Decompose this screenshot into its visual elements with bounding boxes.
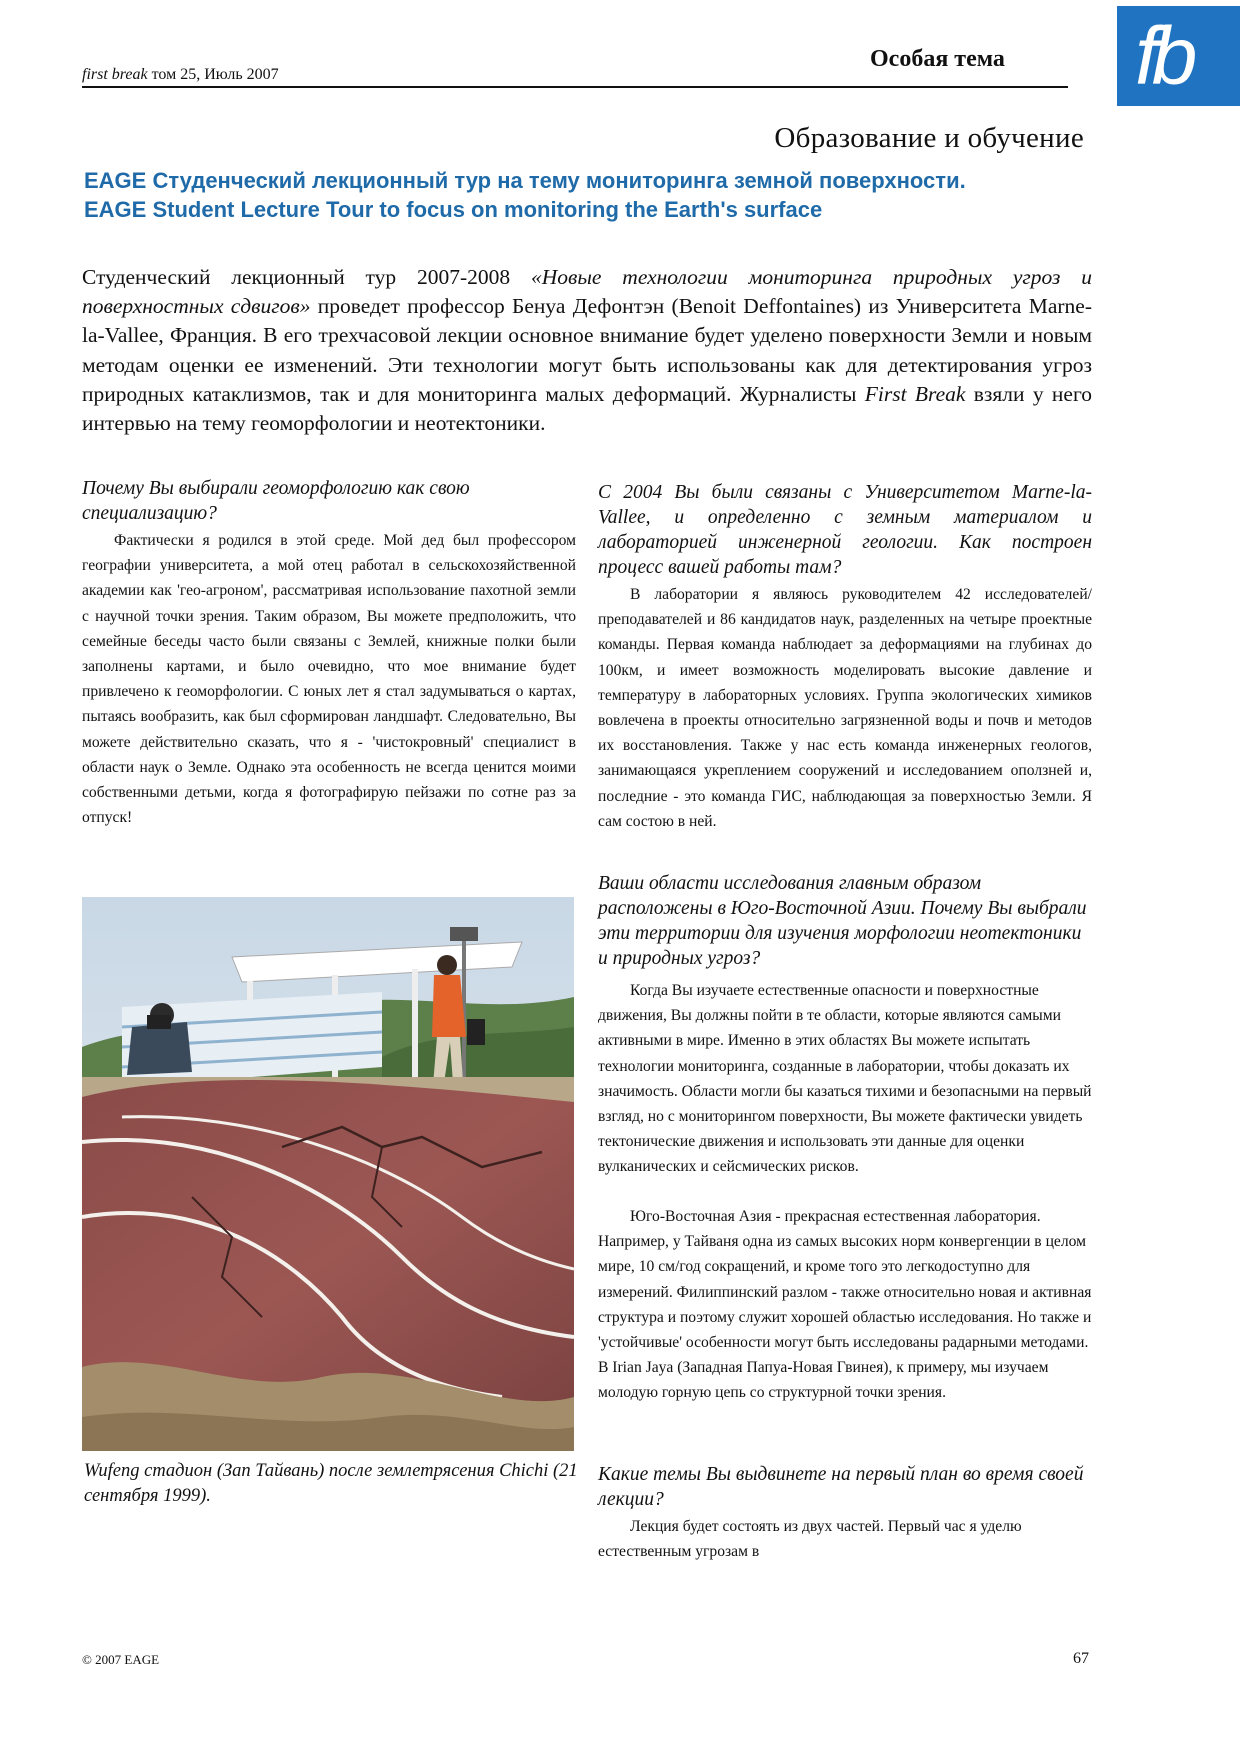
lead-journal-name: First Break (864, 381, 966, 406)
fb-logo-icon (1117, 6, 1240, 106)
category-heading: Образование и обучение (774, 122, 1084, 154)
answer-4: Лекция будет состоять из двух частей. Первый час я уделю естественным угрозам в (598, 1518, 1022, 1561)
journal-info (82, 66, 279, 84)
journal-name: first break (82, 66, 148, 83)
photo-caption: Wufeng стадион (Зап Тайвань) после землетрясения Chichi (21 сентября 1999). (84, 1461, 578, 1506)
lead-text-2: проведет профессор Бенуа Дефонтэн (Benoit Deffontaines) из Университета Marne-la-Vallee, Франция. В его трехчасовой лекции основное внимание будет уделено поверхности Земли и новым методам оценки ее изменений. Эти технологии могут быть использованы как для детектирования угроз природных катаклизмов, так и для мониторинга малых деформаций. Журналисты (82, 294, 1092, 406)
logo-text: fb (1135, 11, 1192, 102)
copyright: © 2007 EAGE (82, 1652, 160, 1667)
question-4: Какие темы Вы выдвинете на первый план во время своей лекции? (598, 1464, 1084, 1510)
answer-1: Фактически я родился в этой среде. Мой дед был профессором географии университета, а мой отец работал в сельскохозяйственной академии как 'гео-агроном', рассматривая использование пахотной земли с научной точки зрения. Таким образом, Вы можете предположить, что семейные беседы часто были связаны с Землей, книжные полки были заполнены картами, и было очевидно, что мое внимание будет привлечено к геоморфологии. С юных лет я стал задумываться о картах, пытаясь вообразить, как был сформирован ландшафт. Следовательно, Вы можете действительно сказать, что я - 'чистокровный' специалист в области наук о Земле. Однако эта особенность не всегда ценится моими собственными детьми, когда я фотографирую пейзажи по сотне раз за отпуск! (82, 532, 576, 827)
section-title: Особая тема (870, 46, 1005, 72)
journal-issue: том 25, Июль 2007 (151, 66, 279, 83)
question-1: Почему Вы выбирали геоморфологию как свою специализацию? (82, 478, 470, 524)
lead-paragraph (82, 263, 1092, 438)
article-title: EAGE Студенческий лекционный тур на тему мониторинга земной поверхности. EAGE Student Lecture Tour to focus on monitoring the Earth's surface (84, 168, 966, 222)
header-rule (82, 86, 1068, 88)
stadium-photo (82, 897, 574, 1451)
lead-tour-title: «Новые технологии мониторинга природных угроз и поверхностных сдвигов» (82, 265, 1092, 319)
answer-3: Когда Вы изучаете естественные опасности и поверхностные движения, Вы должны пойти в те области, которые являются самыми активными в мире. Именно в этих областях Вы можете испытать технологии мониторинга, созданные в лаборатории, чтобы доказать их значимость. Области могли бы казаться тихими и безопасными на первый взгляд, но с мониторингом поверхности, Вы можете фактически увидеть тектонические движения и использовать эти данные для оценки вулканических и сейсмических рисков. (598, 982, 1092, 1176)
question-2: С 2004 Вы были связаны с Университетом Marne-la-Vallee, и определенно с земным материалом и лабораторией инженерной геологии. Как построен процесс вашей работы там? (598, 482, 1092, 578)
question-3: Ваши области исследования главным образом расположены в Юго-Восточной Азии. Почему Вы выбрали эти территории для изучения морфологии неотектоники и природных угроз? (598, 873, 1087, 969)
answer-3-continued: Юго-Восточная Азия - прекрасная естественная лаборатория. Например, у Тайваня одна из самых высоких норм конвергенции в целом мире, 10 см/год сокращений, и кроме того это легкодоступно для измерений. Филиппинский разлом - также относительно новая и активная структура и поэтому служит хорошей областью исследования. Но также и 'устойчивые' особенности могут быть исследованы радарными методами. В Irian Jaya (Западная Папуа-Новая Гвинея), к примеру, мы изучаем молодую горную цепь со структурной точки зрения. (598, 1208, 1092, 1402)
lead-text-3: взяли у него интервью на тему геоморфологии и неотектоники. (82, 381, 1092, 436)
page-number: 67 (1073, 1650, 1089, 1667)
earthquake-stadium-image (82, 897, 574, 1451)
lead-text-1: Студенческий лекционный тур 2007-2008 (82, 265, 531, 289)
answer-2: В лаборатории я являюсь руководителем 42 исследователей/преподавателей и 86 кандидатов наук, разделенных на четыре проектные команды. Первая команда наблюдает за деформациями на глубинах до 100км, и имеет возможность моделировать высокие давление и температуру в лабораторных условиях. Группа экологических химиков вовлечена в проекты относительно загрязненной воды и почв и методов их восстановления. Также у нас есть команда инженерных геологов, занимающаяся укреплением сооружений и исследованием оползней и, последние - это команда ГИС, наблюдающая за поверхностью Земли. Я сам состою в ней. (598, 586, 1092, 830)
fb-logo (1117, 6, 1240, 106)
